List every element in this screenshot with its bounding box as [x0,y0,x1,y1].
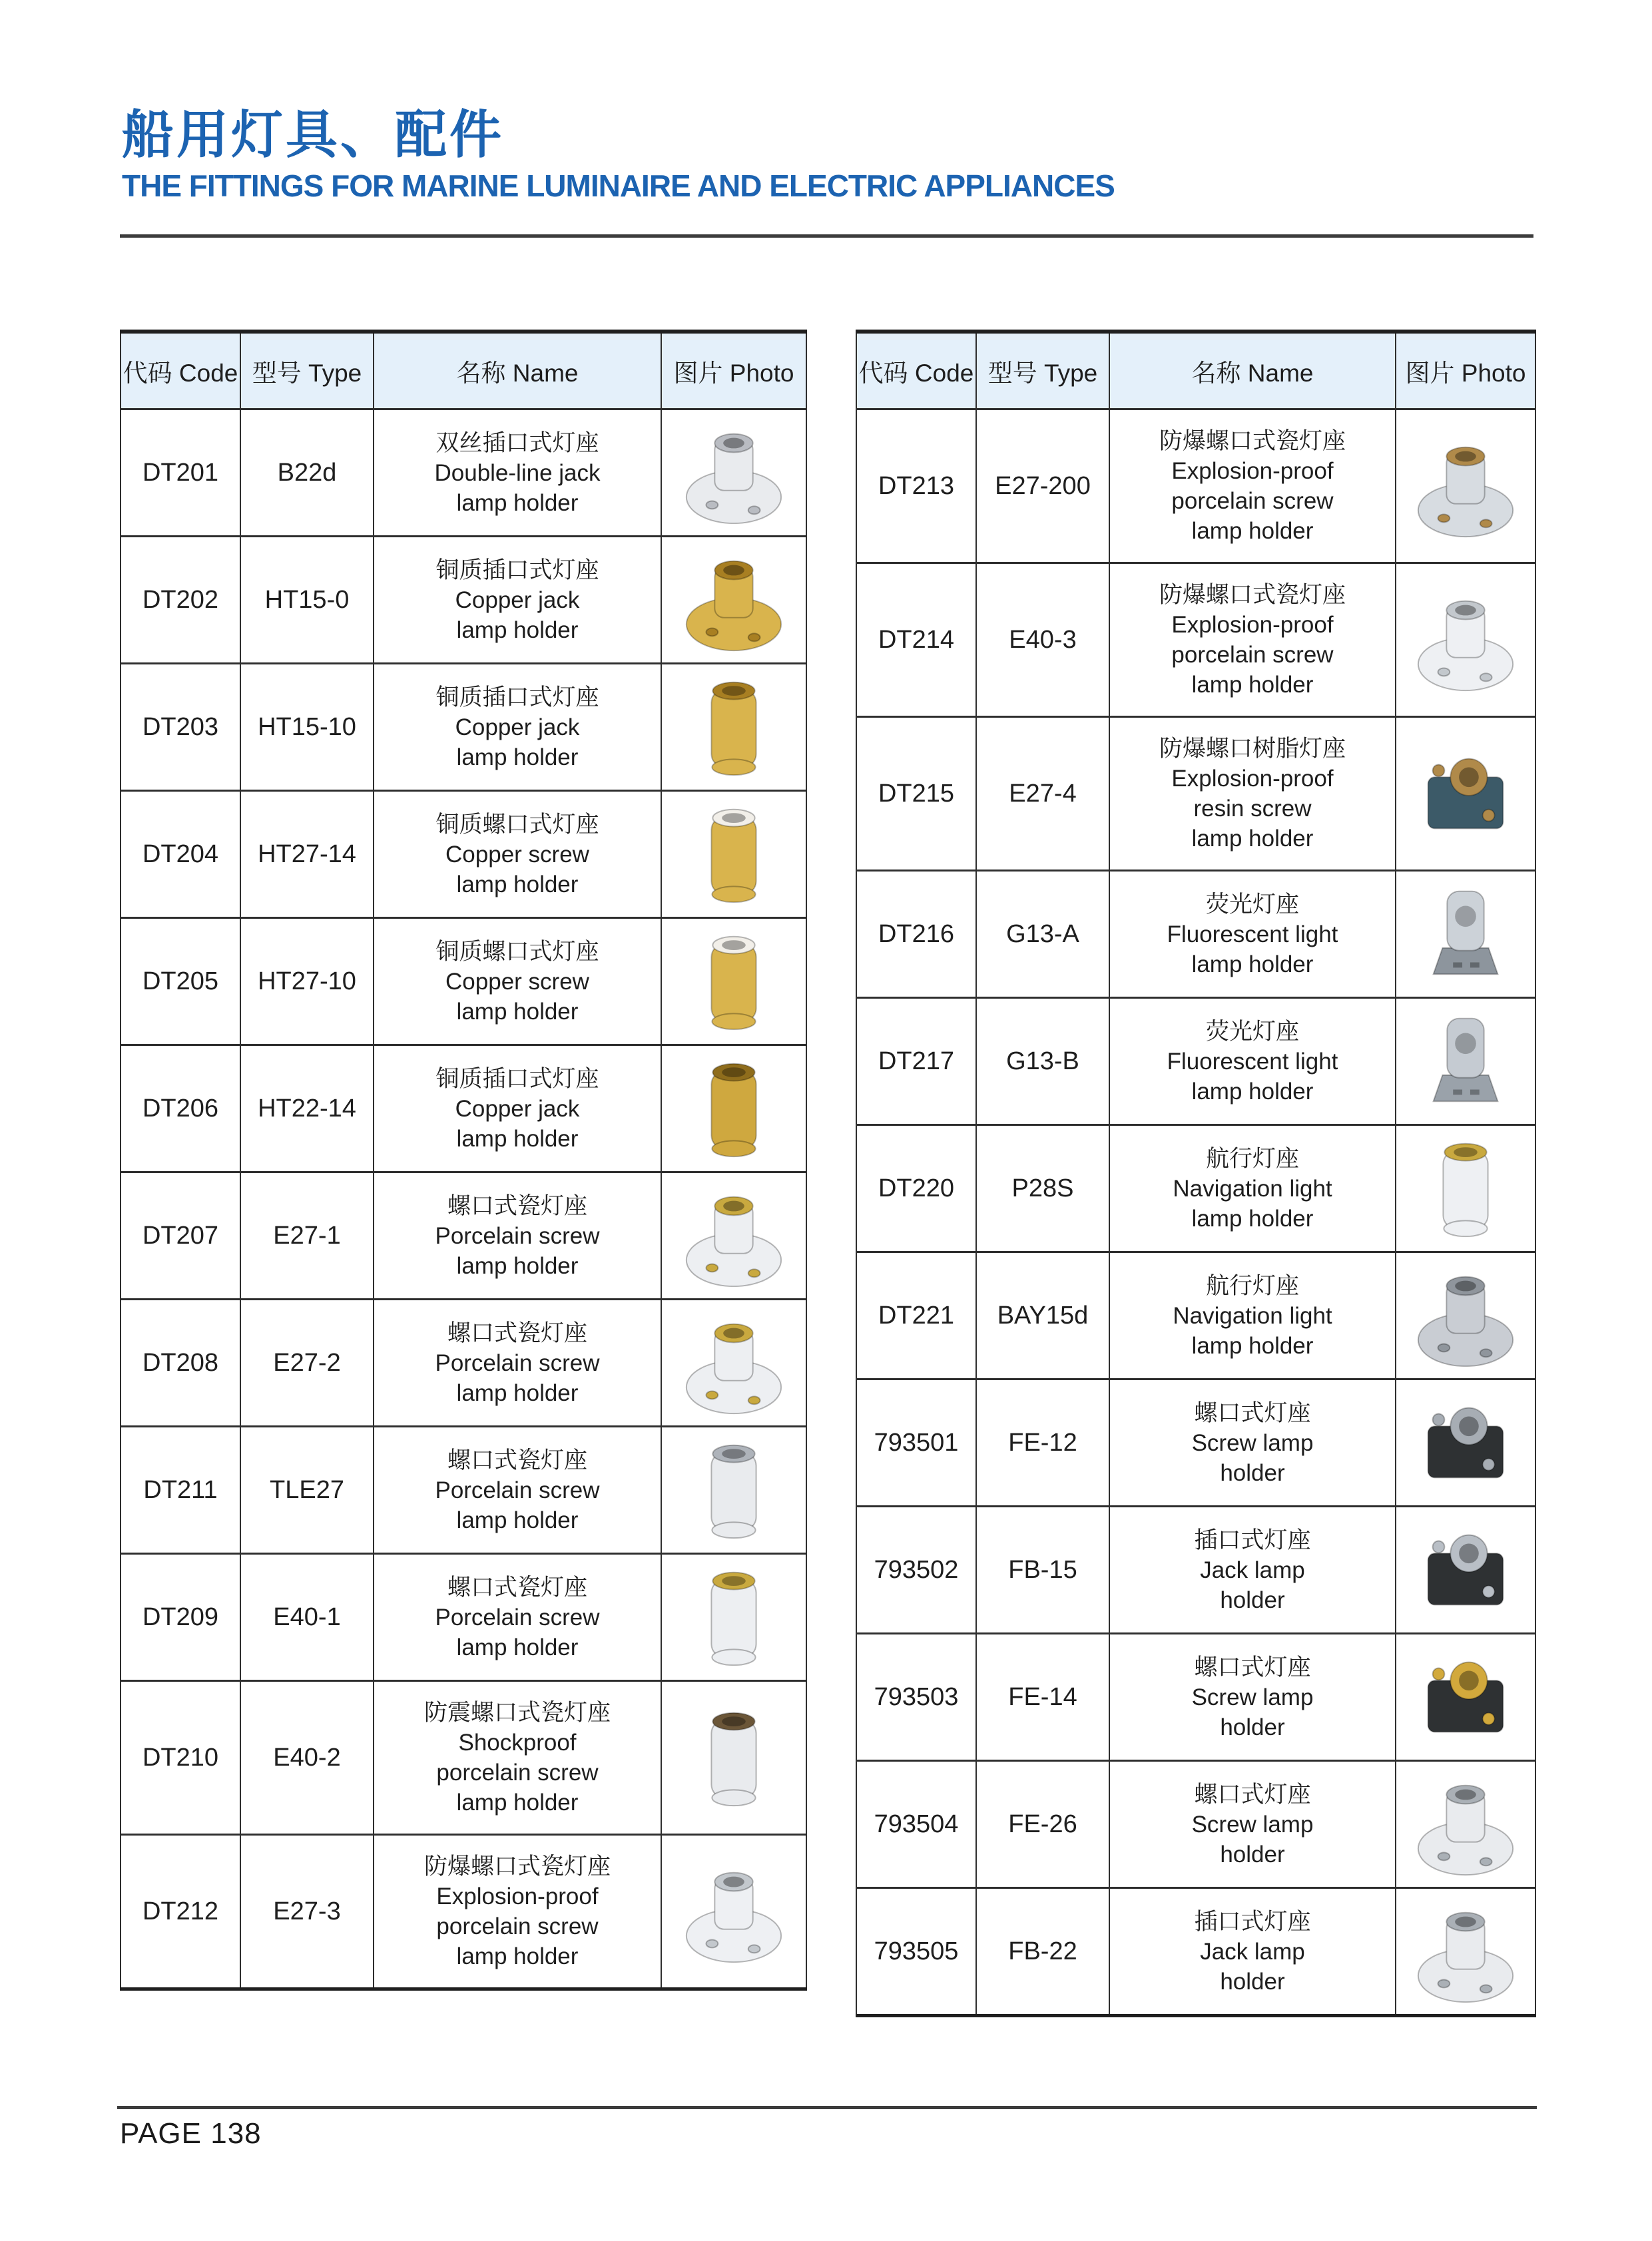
code-cell: DT203 [121,664,240,791]
name-cell: 螺口式灯座 Screw lamp holder [1109,1761,1396,1888]
code-cell: DT213 [856,409,976,563]
name-cell: 螺口式瓷灯座 Porcelain screw lamp holder [374,1300,661,1427]
catalog-table-left [120,330,807,1991]
table-row [856,717,1535,871]
right-table-header [856,332,1535,409]
type-cell: P28S [976,1125,1109,1252]
page-title-english: THE FITTINGS FOR MARINE LUMINAIRE AND ELECTRIC APPLIANCES [122,168,1115,203]
photo-cell [1396,1634,1535,1761]
photo-cell [661,1835,806,1989]
product-photo [662,1434,806,1546]
code-cell: DT210 [121,1681,240,1835]
photo-cell [1396,1125,1535,1252]
type-cell: E27-3 [240,1835,374,1989]
code-cell: DT206 [121,1045,240,1172]
type-cell: E40-1 [240,1554,374,1681]
table-row [856,1507,1535,1634]
photo-cell [661,664,806,791]
photo-cell [661,1427,806,1554]
table-row [856,409,1535,563]
photo-cell [1396,409,1535,563]
product-photo [1396,1895,1535,2007]
product-photo [1396,1514,1535,1626]
photo-cell [661,1554,806,1681]
photo-cell [1396,1252,1535,1379]
name-cell: 螺口式灯座 Screw lamp holder [1109,1379,1396,1507]
product-photo [1396,1132,1535,1244]
product-photo [1396,1387,1535,1499]
table-row [121,1427,806,1554]
table-row [121,1172,806,1300]
table-row [121,791,806,918]
product-photo [662,798,806,910]
type-cell: FB-15 [976,1507,1109,1634]
table-row [856,1888,1535,2016]
photo-cell [661,1045,806,1172]
product-photo [662,925,806,1037]
code-cell: DT204 [121,791,240,918]
table-row [121,537,806,664]
product-photo [1396,1768,1535,1880]
type-cell: E40-2 [240,1681,374,1835]
photo-cell [661,409,806,537]
name-cell: 铜质螺口式灯座 Copper screw lamp holder [374,918,661,1045]
header-row [121,332,806,409]
name-cell: 铜质插口式灯座 Copper jack lamp holder [374,537,661,664]
code-cell: DT201 [121,409,240,537]
table-row [121,1554,806,1681]
type-cell: FE-12 [976,1379,1109,1507]
table-row [121,1045,806,1172]
type-cell: G13-B [976,998,1109,1125]
type-cell: HT27-14 [240,791,374,918]
product-photo [1396,430,1535,542]
page-header [122,105,1115,202]
table-row [856,563,1535,717]
type-cell: E27-200 [976,409,1109,563]
product-photo [1396,1641,1535,1753]
photo-cell [661,1300,806,1427]
product-photo [662,1561,806,1673]
type-cell: E27-1 [240,1172,374,1300]
table-row [856,1634,1535,1761]
product-photo [662,671,806,783]
product-photo [1396,584,1535,696]
type-cell: BAY15d [976,1252,1109,1379]
name-cell: 螺口式瓷灯座 Porcelain screw lamp holder [374,1427,661,1554]
name-cell: 荧光灯座 Fluorescent light lamp holder [1109,998,1396,1125]
photo-cell [661,918,806,1045]
name-cell: 航行灯座 Navigation light lamp holder [1109,1125,1396,1252]
type-cell: HT22-14 [240,1045,374,1172]
table-row [121,1300,806,1427]
code-cell: DT220 [856,1125,976,1252]
table-row [121,918,806,1045]
right-tbody [856,409,1535,2016]
product-photo [662,1856,806,1967]
code-cell: DT221 [856,1252,976,1379]
table-row [121,664,806,791]
product-photo [1396,1005,1535,1117]
name-column-header: 名称 Name [374,332,661,409]
type-cell: E27-2 [240,1300,374,1427]
name-cell: 双丝插口式灯座 Double-line jack lamp holder [374,409,661,537]
photo-cell [1396,1888,1535,2016]
header-divider-rule [120,234,1533,238]
code-column-header: 代码 Code [856,332,976,409]
product-photo [662,1180,806,1292]
type-cell: FE-14 [976,1634,1109,1761]
photo-cell [661,537,806,664]
name-cell: 防爆螺口树脂灯座 Explosion-proof resin screw lamp holder [1109,717,1396,871]
code-cell: 793502 [856,1507,976,1634]
table-row [121,1835,806,1989]
photo-cell [1396,998,1535,1125]
code-cell: 793503 [856,1634,976,1761]
page-number: PAGE 138 [120,2117,262,2150]
code-cell: DT205 [121,918,240,1045]
type-cell: FB-22 [976,1888,1109,2016]
code-cell: DT217 [856,998,976,1125]
type-cell: B22d [240,409,374,537]
code-cell: 793505 [856,1888,976,2016]
name-cell: 防震螺口式瓷灯座 Shockproof porcelain screw lamp holder [374,1681,661,1835]
code-column-header: 代码 Code [121,332,240,409]
name-cell: 插口式灯座 Jack lamp holder [1109,1888,1396,2016]
name-cell: 铜质插口式灯座 Copper jack lamp holder [374,664,661,791]
name-cell: 防爆螺口式瓷灯座 Explosion-proof porcelain screw lamp holder [1109,563,1396,717]
code-cell: DT207 [121,1172,240,1300]
photo-cell [1396,563,1535,717]
table-row [856,871,1535,998]
name-cell: 插口式灯座 Jack lamp holder [1109,1507,1396,1634]
table-row [856,1252,1535,1379]
photo-cell [1396,717,1535,871]
code-cell: DT202 [121,537,240,664]
code-cell: DT209 [121,1554,240,1681]
code-cell: 793501 [856,1379,976,1507]
photo-column-header: 图片 Photo [661,332,806,409]
left-tbody [121,409,806,1989]
table-row [121,409,806,537]
product-photo [1396,878,1535,990]
type-cell: FE-26 [976,1761,1109,1888]
product-photo [662,1053,806,1164]
product-photo [662,417,806,529]
type-cell: TLE27 [240,1427,374,1554]
table-row [856,1761,1535,1888]
name-cell: 航行灯座 Navigation light lamp holder [1109,1252,1396,1379]
page-title-chinese: 船用灯具、配件 [122,105,505,164]
table-row [856,1125,1535,1252]
name-cell: 螺口式瓷灯座 Porcelain screw lamp holder [374,1554,661,1681]
product-photo [662,1307,806,1419]
type-cell: E27-4 [976,717,1109,871]
name-cell: 铜质螺口式灯座 Copper screw lamp holder [374,791,661,918]
header-row [856,332,1535,409]
product-photo [1396,1260,1535,1371]
photo-cell [1396,871,1535,998]
type-column-header: 型号 Type [976,332,1109,409]
name-cell: 铜质插口式灯座 Copper jack lamp holder [374,1045,661,1172]
photo-cell [661,791,806,918]
type-cell: G13-A [976,871,1109,998]
name-cell: 防爆螺口式瓷灯座 Explosion-proof porcelain screw lamp holder [374,1835,661,1989]
name-cell: 螺口式灯座 Screw lamp holder [1109,1634,1396,1761]
table-row [121,1681,806,1835]
photo-cell [661,1681,806,1835]
photo-cell [1396,1761,1535,1888]
type-cell: HT27-10 [240,918,374,1045]
product-photo [662,544,806,656]
name-cell: 防爆螺口式瓷灯座 Explosion-proof porcelain screw lamp holder [1109,409,1396,563]
code-cell: DT212 [121,1835,240,1989]
code-cell: DT214 [856,563,976,717]
code-cell: DT208 [121,1300,240,1427]
photo-column-header: 图片 Photo [1396,332,1535,409]
catalog-tables [120,330,1533,2017]
code-cell: DT216 [856,871,976,998]
code-cell: DT215 [856,717,976,871]
code-cell: DT211 [121,1427,240,1554]
code-cell: 793504 [856,1761,976,1888]
name-cell: 荧光灯座 Fluorescent light lamp holder [1109,871,1396,998]
table-row [856,1379,1535,1507]
catalog-table-right [856,330,1536,2017]
table-row [856,998,1535,1125]
name-column-header: 名称 Name [1109,332,1396,409]
photo-cell [661,1172,806,1300]
left-table-header [121,332,806,409]
photo-cell [1396,1507,1535,1634]
type-cell: HT15-0 [240,537,374,664]
type-column-header: 型号 Type [240,332,374,409]
photo-cell [1396,1379,1535,1507]
name-cell: 螺口式瓷灯座 Porcelain screw lamp holder [374,1172,661,1300]
type-cell: HT15-10 [240,664,374,791]
footer-divider-rule [117,2106,1537,2109]
product-photo [662,1702,806,1814]
product-photo [1396,738,1535,850]
type-cell: E40-3 [976,563,1109,717]
